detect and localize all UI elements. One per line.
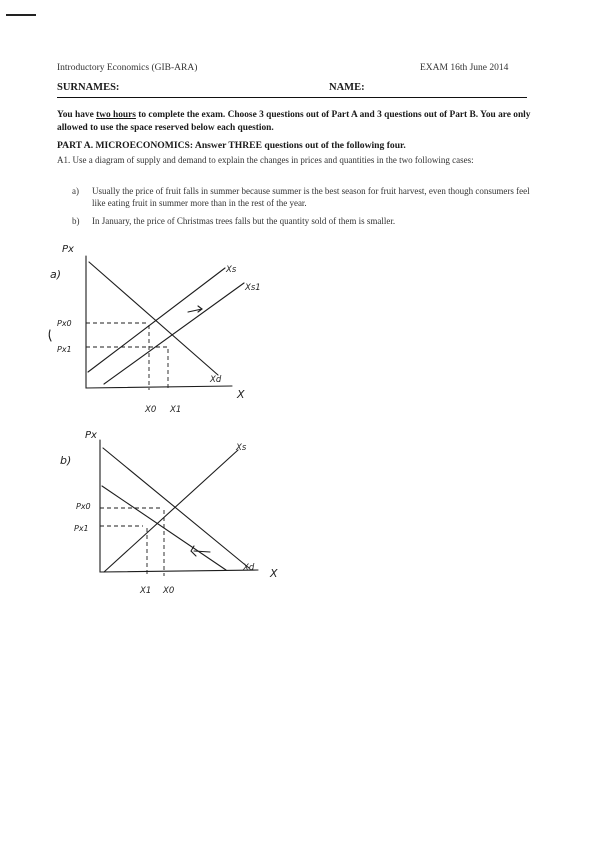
part-a-heading: PART A. MICROECONOMICS: Answer THREE questions out of the following four. (57, 140, 406, 151)
diagram-a-price-new-label: Px1 (57, 345, 72, 354)
case-a-text: Usually the price of fruit falls in summer because summer is the best season for fruit harvest, even though consumers feel like eating fruit in summer more than in the rest of the year. (92, 186, 530, 208)
diagram-a-supply-label: Xs (226, 265, 237, 275)
case-a-marker: a) (72, 186, 79, 196)
diagram-b-price-initial-label: Px0 (76, 502, 91, 511)
diagram-b-y-axis-label: Px (85, 430, 97, 441)
two-hours-emphasis: two hours (96, 110, 136, 120)
diagram-a-case-label: a) (50, 268, 62, 281)
diagram-b-qty-initial-label: X0 (163, 586, 175, 596)
diagram-a-supply-shift-label: Xs1 (245, 283, 261, 293)
diagram-b-supply-label: Xs (236, 443, 247, 453)
case-b-text: In January, the price of Christmas trees falls but the quantity sold of them is smaller. (92, 216, 396, 226)
diagram-b-shift-arrow (194, 551, 210, 552)
diagram-a-qty-initial-label: X0 (145, 405, 157, 415)
diagram-a-x-axis-label: X (237, 388, 245, 401)
diagram-a-qty-new-label: X1 (170, 405, 182, 415)
diagram-b-axes (100, 440, 258, 572)
name-label: NAME: (329, 82, 365, 93)
diagram-a-demand-label: Xd (210, 375, 222, 385)
diagram-b-qty-new-label: X1 (140, 586, 152, 596)
diagram-b-x-axis-label: X (270, 567, 278, 580)
diagram-b-supply-curve (104, 450, 238, 572)
diagram-b-case-label: b) (60, 454, 72, 467)
diagram-b-demand-label: Xd (243, 563, 255, 573)
question-a1: A1. Use a diagram of supply and demand to explain the changes in prices and quantities in the two following cases: (57, 155, 474, 165)
exam-instructions: You have two hours to complete the exam. Choose 3 questions out of Part A and 3 questions out of Part B. You are only allowed to use the space reserved below each question. (57, 110, 531, 133)
exam-date: EXAM 16th June 2014 (420, 63, 509, 73)
course-title: Introductory Economics (GIB-ARA) (57, 63, 198, 73)
surnames-label: SURNAMES: (57, 82, 120, 93)
case-b-marker: b) (72, 216, 80, 226)
diagram-b-price-new-label: Px1 (74, 524, 89, 533)
diagram-a-y-axis-label: Px (62, 244, 74, 255)
diagram-a-price-initial-label: Px0 (57, 319, 72, 328)
